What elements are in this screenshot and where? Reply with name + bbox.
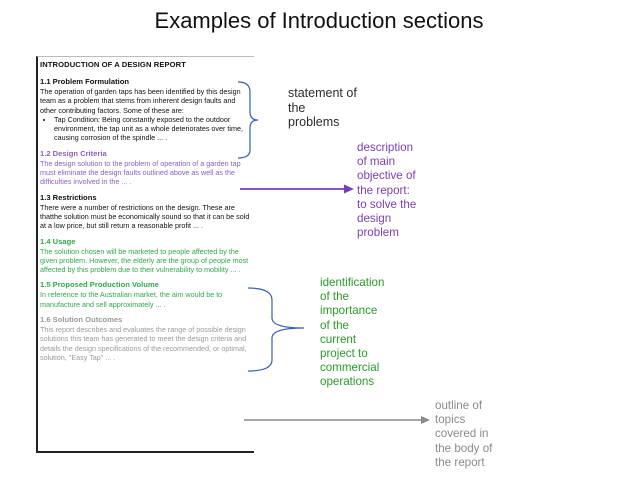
section-title: 1.2 Design Criteria [40, 148, 107, 158]
brace-identification [248, 288, 304, 371]
section-title: 1.5 Proposed Production Volume [40, 280, 159, 290]
report-heading: INTRODUCTION OF A DESIGN REPORT [40, 60, 186, 69]
section-title: 1.3 Restrictions [40, 192, 97, 202]
bullet-item: • Tap Condition: Being constantly exposed to the outdoor environment, the tap unit as a whole deteriorates over time, causing corrosion of the spindle ... . [54, 115, 252, 143]
section-body: In reference to the Australian market, the aim would be to manufacture and sell approximately ... . [40, 290, 223, 309]
annotation-statement: statement of the problems [288, 86, 357, 130]
section-body: The operation of garden taps has been identified by this design team as a problem that stems from inherent design faults and other contributing factors. Some of these are: [40, 87, 241, 115]
arrow-outline-head [421, 416, 430, 424]
annotation-outline: outline of topics covered in the body of the report [435, 399, 493, 469]
section-body: This report describes and evaluates the range of possible design solutions this team has generated to meet the design criteria and details the design specifications of the recommended, or optimal, solution, "Easy Tap" ... . [40, 325, 247, 362]
annotation-description: description of main objective of the report: to solve the design problem [357, 141, 417, 240]
section-body: The design solution to the problem of operation of a garden tap must eliminate the design faults outlined above as well as the difficulties involved in the ... . [40, 158, 241, 187]
section-title: 1.4 Usage [40, 236, 76, 246]
section-title: 1.1 Problem Formulation [40, 77, 130, 86]
section-body: The solution chosen will be marketed to people affected by the given problem. However, the elderly are the group of people most affected by this problem due to their vulnerability to mobility ... . [40, 246, 249, 275]
arrow-description-head [344, 185, 354, 194]
brace-statement [238, 82, 258, 158]
section-title: 1.6 Solution Outcomes [40, 315, 123, 325]
annotation-identification: identification of the importance of the current project to commercial operations [320, 276, 385, 389]
slide-title: Examples of Introduction sections [154, 8, 484, 33]
section-body: There were a number of restrictions on the design. These are thatthe solution must be economically sound so that it can be sold at a low price, but still return a reasonable profit ... . [40, 202, 250, 231]
